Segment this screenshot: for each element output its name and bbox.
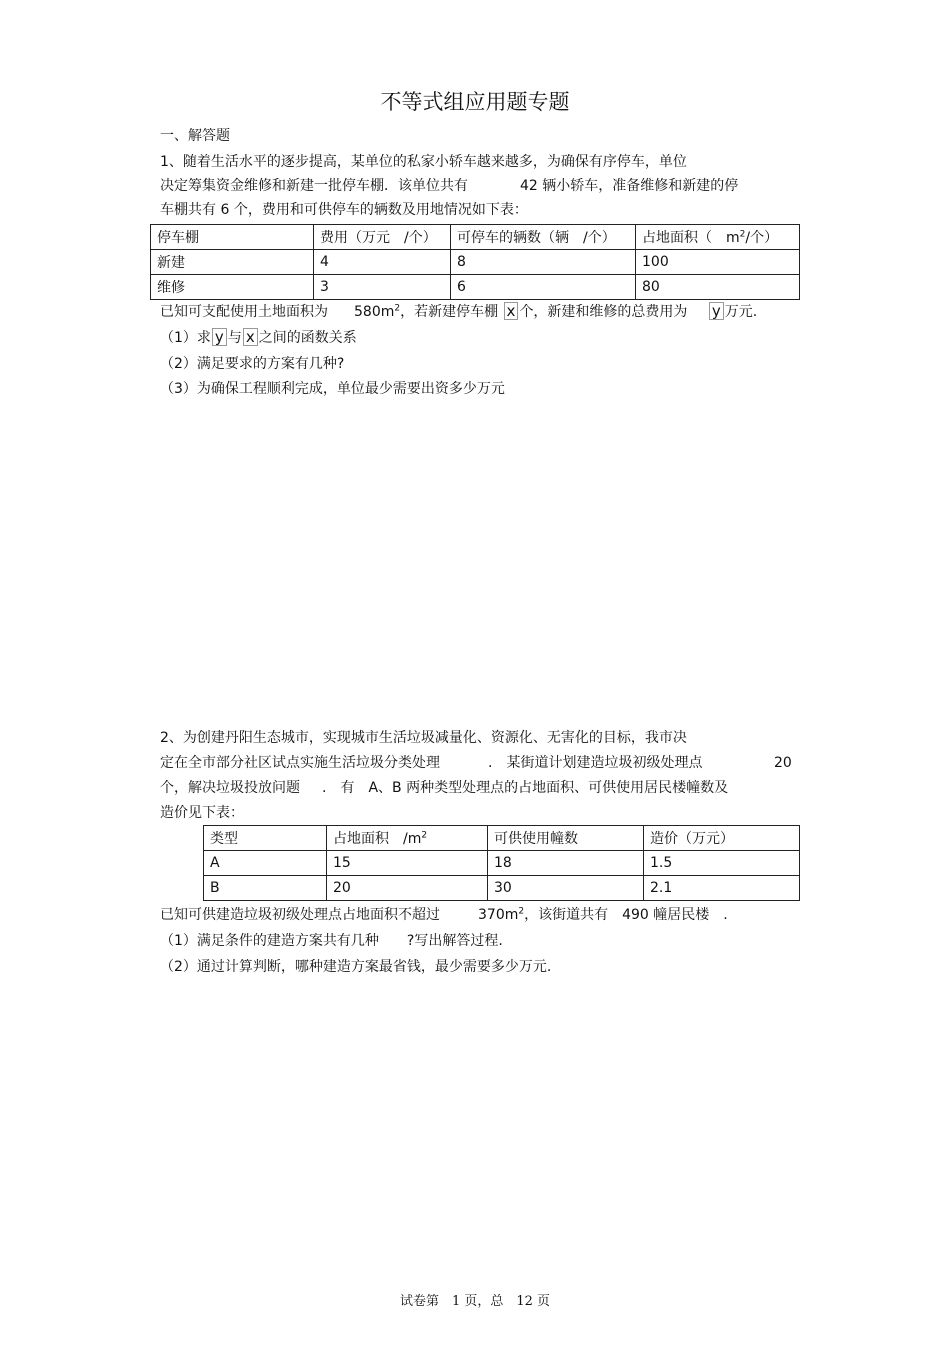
q2-area-sup: 2: [518, 906, 525, 917]
section-heading: 一、解答题: [160, 128, 230, 144]
table-cell: 20: [327, 876, 488, 901]
q1-area-value: 580m: [354, 304, 395, 320]
area-label: 占地面积（ m: [642, 230, 740, 246]
q1-given-d: 个，新建和维修的总费用为: [519, 304, 688, 320]
q1-part-1a: （1）求: [160, 330, 211, 346]
table-cell: 30: [488, 876, 644, 901]
table-cell: 18: [488, 851, 644, 876]
table-cell: 80: [636, 275, 800, 300]
area-sup: 2: [421, 830, 428, 841]
q1-given-line: [160, 302, 757, 322]
q1-line-2a: 决定筹集资金维修和新建一批停车棚．该单位共有: [160, 178, 468, 194]
var-y-box: y: [709, 302, 724, 320]
q1-line-1: 1、随着生活水平的逐步提高，某单位的私家小轿车越来越多，为确保有序停车，单位: [160, 154, 687, 170]
table-header-cell: 可供使用幢数: [488, 826, 644, 851]
table-cell: 维修: [151, 275, 314, 300]
q2-table: [203, 825, 800, 901]
table-row: [151, 250, 800, 275]
table-cell: 8: [451, 250, 636, 275]
area-label: 占地面积 /m: [333, 831, 422, 847]
table-header-cell: [636, 225, 800, 250]
q1-line-2: [160, 176, 738, 196]
q2-part-1: （1）满足条件的建造方案共有几种 ?写出解答过程.: [160, 933, 503, 949]
var-y-box: y: [212, 328, 227, 346]
table-cell: 6: [451, 275, 636, 300]
table-cell: 1.5: [644, 851, 800, 876]
q1-line-3c: 个，费用和可供停车的辆数及用地情况如下表：: [233, 202, 528, 218]
q2-line-3a: 个，解决垃圾投放问题: [160, 780, 300, 796]
q1-line-3: [160, 200, 528, 220]
q1-part-1: [160, 328, 357, 348]
table-cell: A: [204, 851, 327, 876]
q2-line-2: [160, 753, 702, 773]
q2-line-4: 造价见下表：: [160, 805, 244, 821]
table-cell: 100: [636, 250, 800, 275]
table-header-cell: 可停车的辆数（辆 /个）: [451, 225, 636, 250]
q1-car-count: 42: [520, 178, 538, 194]
table-header-cell: [327, 826, 488, 851]
area-sup: 2: [739, 229, 746, 240]
var-x-box: x: [243, 328, 258, 346]
q1-part-1b: 与: [227, 330, 242, 346]
table-row: [204, 851, 800, 876]
q1-part-1c: 之间的函数关系: [258, 330, 357, 346]
table-row: [204, 876, 800, 901]
q2-part-2: （2）通过计算判断，哪种建造方案最省钱，最少需要多少万元.: [160, 959, 552, 975]
page-title: 不等式组应用题专题: [380, 90, 570, 114]
q1-table: [150, 224, 800, 300]
q2-given-line: [160, 905, 728, 925]
table-cell: B: [204, 876, 327, 901]
var-x-box: x: [504, 302, 519, 320]
table-header-cell: 停车棚: [151, 225, 314, 250]
q1-given-c: ，若新建停车棚: [400, 304, 499, 320]
table-row: [151, 275, 800, 300]
q2-line-2b: . 某街道计划建造垃圾初级处理点: [488, 755, 703, 771]
q2-area-limit: 370m: [478, 907, 519, 923]
q1-part-3: （3）为确保工程顺利完成，单位最少需要出资多少万元: [160, 381, 505, 397]
q1-area-sup: 2: [394, 303, 401, 314]
area-unit: /个）: [745, 230, 779, 246]
q1-line-3a: 车棚共有: [160, 202, 216, 218]
table-cell: 3: [314, 275, 451, 300]
q1-given-a: 已知可支配使用土地面积为: [160, 304, 328, 320]
q2-point-count: 20: [774, 755, 792, 771]
q2-line-3: [160, 778, 728, 798]
table-cell: 2.1: [644, 876, 800, 901]
page-footer: 试卷第 1 页，总 12 页: [399, 1294, 551, 1309]
table-header-row: [204, 826, 800, 851]
table-header-cell: 费用（万元 /个）: [314, 225, 451, 250]
q1-given-e: 万元.: [724, 304, 758, 320]
q1-line-2c: 辆小轿车，准备维修和新建的停: [542, 178, 739, 194]
table-header-cell: 造价（万元）: [644, 826, 800, 851]
q2-line-3b: . 有 A、B 两种类型处理点的占地面积、可供使用居民楼幢数及: [322, 780, 729, 796]
table-cell: 15: [327, 851, 488, 876]
table-header-cell: 类型: [204, 826, 327, 851]
q2-given-d: 490 幢居民楼 .: [622, 907, 728, 923]
table-header-row: [151, 225, 800, 250]
q2-given-c: ，该街道共有: [524, 907, 609, 923]
q1-part-2: （2）满足要求的方案有几种?: [160, 356, 345, 372]
q1-shed-count: 6: [220, 202, 230, 218]
q2-line-1: 2、为创建丹阳生态城市，实现城市生活垃圾减量化、资源化、无害化的目标，我市决: [160, 730, 687, 746]
q2-line-2a: 定在全市部分社区试点实施生活垃圾分类处理: [160, 755, 440, 771]
table-cell: 4: [314, 250, 451, 275]
q2-given-a: 已知可供建造垃圾初级处理点占地面积不超过: [160, 907, 440, 923]
table-cell: 新建: [151, 250, 314, 275]
